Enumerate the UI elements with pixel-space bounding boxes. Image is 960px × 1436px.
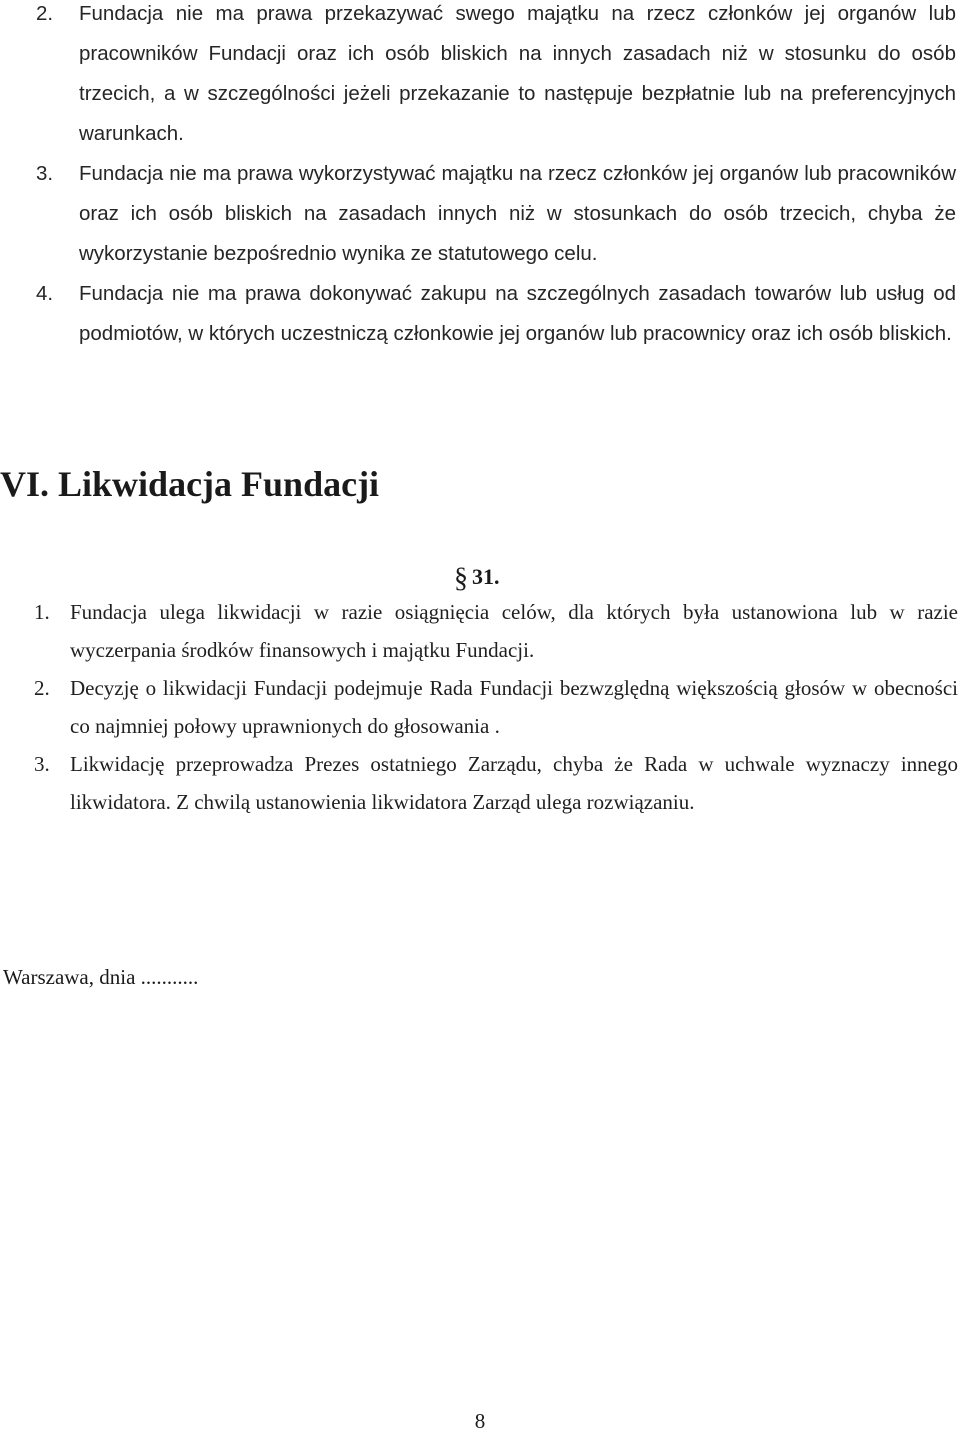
list-item: [36, 0, 956, 154]
item-number: 3.: [34, 752, 50, 776]
place-and-date-line: Warszawa, dnia ...........: [3, 965, 199, 989]
item-number: 2.: [36, 2, 54, 25]
list-item: [34, 745, 958, 821]
list-item: [36, 274, 956, 354]
item-text: Fundacja nie ma prawa przekazywać swego majątku na rzecz członków jej organów lub pracowników Fundacji oraz ich osób bliskich na innych zasadach niż w stosunku do osób trzecich, a w szczególności jeżeli przekazanie to następuje bezpłatnie lub na preferencyjnych warunkach.: [79, 2, 956, 145]
item-number: 2.: [34, 676, 50, 700]
list-item: [36, 154, 956, 274]
paragraph-number-value: 31.: [472, 564, 500, 589]
numbered-list-property-rules: [36, 0, 956, 354]
item-text: Likwidację przeprowadza Prezes ostatniego Zarządu, chyba że Rada w uchwale wyznaczy innego likwidatora. Z chwilą ustanowienia likwidatora Zarząd ulega rozwiązaniu.: [70, 752, 958, 814]
item-number: 4.: [36, 282, 54, 305]
list-item: [34, 593, 958, 669]
item-text: Fundacja nie ma prawa dokonywać zakupu na szczególnych zasadach towarów lub usług od podmiotów, w których uczestniczą członkowie jej organów lub pracownicy oraz ich osób bliskich.: [79, 282, 956, 345]
item-text: Fundacja nie ma prawa wykorzystywać majątku na rzecz członków jej organów lub pracowników oraz ich osób bliskich na zasadach innych niż w stosunkach do osób trzecich, chyba że wykorzystanie bezpośrednio wynika ze statutowego celu.: [79, 162, 956, 265]
list-item: [34, 669, 958, 745]
item-text: Fundacja ulega likwidacji w razie osiągnięcia celów, dla których była ustanowiona lub w razie wyczerpania środków finansowych i majątku Fundacji.: [70, 600, 958, 662]
item-number: 1.: [34, 600, 50, 624]
page-number: 8: [474, 1409, 486, 1433]
paragraph-number: [454, 560, 500, 593]
chapter-heading: VI. Likwidacja Fundacji: [0, 464, 380, 504]
section-symbol: §: [454, 563, 468, 594]
item-number: 3.: [36, 162, 54, 185]
numbered-list-liquidation: [34, 593, 958, 821]
item-text: Decyzję o likwidacji Fundacji podejmuje Rada Fundacji bezwzględną większością głosów w obecności co najmniej połowy uprawnionych do głosowania .: [70, 676, 958, 738]
